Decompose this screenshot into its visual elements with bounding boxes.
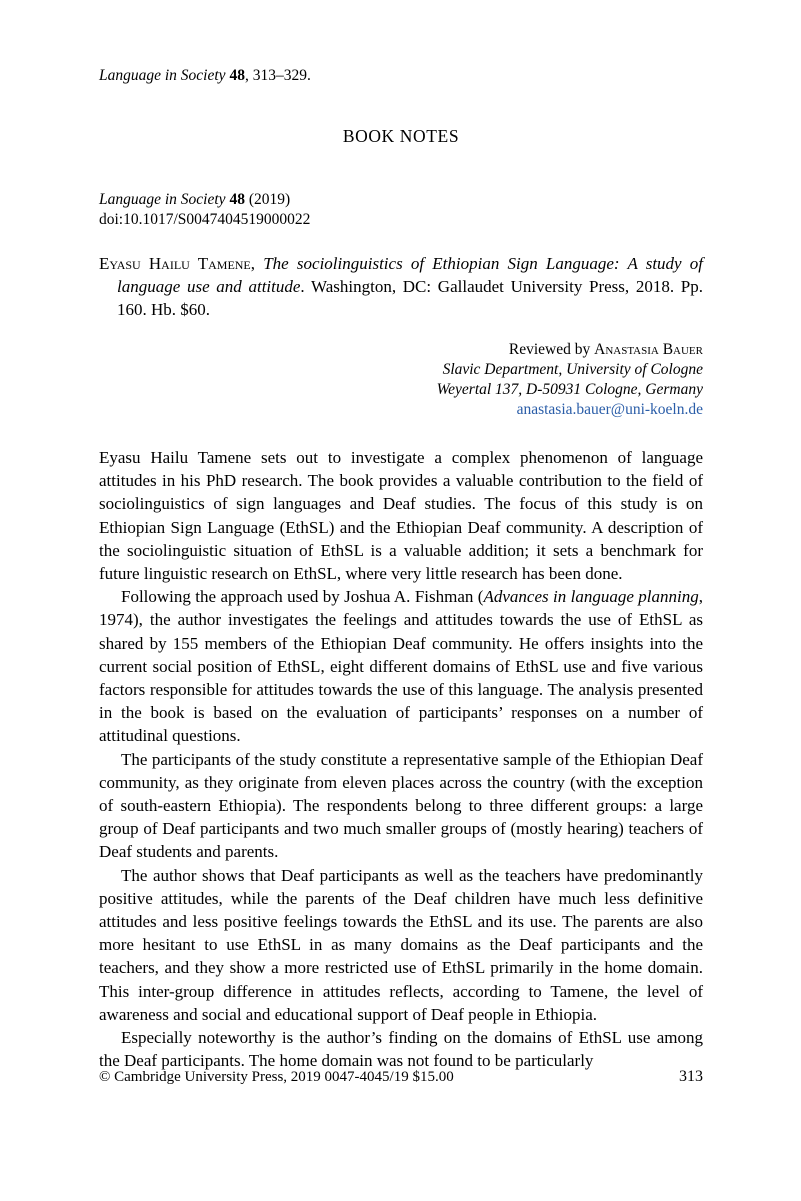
doi: doi:10.1017/S0047404519000022 (99, 210, 311, 228)
citation-line (99, 190, 703, 210)
page-number: 313 (679, 1068, 703, 1085)
citation-journal: Language in Society (99, 191, 226, 208)
reviewer-address: Weyertal 137, D-50931 Cologne, Germany (436, 381, 703, 398)
body-paragraph-4: The author shows that Deaf participants as well as the teachers have predominantly positive attitudes, while the parents of the Deaf children have much less definitive attitudes and less positive feelings towards the EthSL and its use. The parents are also more hesitant to use EthSL in as many domains as the Deaf participants and the teachers, and they show a more restricted use of EthSL primarily in the home domain. This inter-group difference in attitudes reflects, according to Tamene, the level of awareness and social and educational support of Deaf people in Ethiopia. (99, 865, 703, 1024)
page-content (99, 66, 703, 1072)
reviewer-email-line (99, 400, 703, 420)
reviewed-by-line (99, 340, 703, 360)
page-footer (99, 1068, 703, 1086)
body-paragraph-2-book-title: Advances in language planning (483, 587, 699, 607)
body-paragraph-2-post: , 1974), the author investigates the feelings and attitudes towards the use of EthSL as shared by 155 members of the Ethiopian Deaf community. He offers insights into the current social position of EthSL, eight different domains of EthSL use and five various factors responsible for attitudes towards the use of this language. The analysis presented in the book is based on the evaluation of participants’ responses on a number of attitudinal questions. (99, 587, 704, 746)
reviewer-name: Anastasia Bauer (594, 341, 703, 358)
citation-volume: 48 (229, 191, 245, 208)
body-paragraph-1: Eyasu Hailu Tamene sets out to investigate a complex phenomenon of language attitudes in his PhD research. The book provides a valuable contribution to the field of sociolinguistics of sign languages and Deaf studies. The focus of this study is on Ethiopian Sign Language (EthSL) and the Ethiopian Deaf community. A description of the sociolinguistic situation of EthSL is a valuable addition; it sets a benchmark for future linguistic research on EthSL, where very little research has been done. (99, 448, 703, 584)
reviewer-block (99, 340, 703, 420)
running-head-journal: Language in Society (99, 67, 226, 84)
book-author-separator: , (250, 254, 264, 273)
running-head-pages: , 313–329. (244, 67, 311, 84)
review-body (99, 446, 703, 1072)
citation-year: (2019) (248, 191, 291, 208)
book-author: Eyasu Hailu Tamene (99, 254, 251, 273)
body-paragraph-2-pre: Following the approach used by Joshua A. Fishman ( (121, 587, 484, 607)
body-paragraph-2 (99, 585, 703, 747)
body-paragraph-3: The participants of the study constitute a representative sample of the Ethiopian Deaf community, as they originate from eleven places across the country (with the exception of south-eastern Ethiopia). The respondents belong to three different groups: a large group of Deaf participants and two much smaller groups of (mostly hearing) teachers of Deaf students and parents. (99, 749, 703, 862)
reviewed-by-prefix: Reviewed by (508, 341, 595, 358)
reviewer-affiliation: Slavic Department, University of Cologne (442, 361, 703, 378)
citation-block (99, 190, 703, 229)
book-title: The sociolinguistics of Ethiopian Sign Language: A study of language use and attitude (117, 254, 704, 296)
book-details: . Washington, DC: Gallaudet University Press, 2018. Pp. 160. Hb. $60. (117, 277, 703, 319)
reviewer-email-link[interactable]: anastasia.bauer@uni-koeln.de (516, 401, 703, 418)
book-entry (99, 252, 703, 321)
section-title: BOOK NOTES (342, 126, 460, 146)
copyright-line: © Cambridge University Press, 2019 0047-4045/19 $15.00 (99, 1069, 454, 1085)
running-head (99, 66, 703, 85)
running-head-volume: 48 (229, 67, 245, 84)
body-paragraph-5: Especially noteworthy is the author’s finding on the domains of EthSL use among the Deaf participants. The home domain was not found to be particularly (99, 1028, 703, 1071)
